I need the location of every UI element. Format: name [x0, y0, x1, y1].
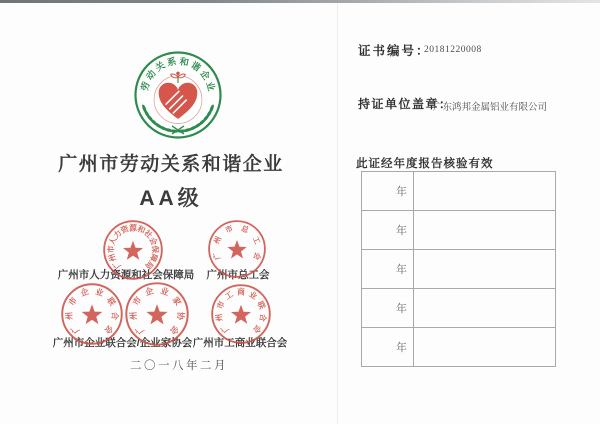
svg-text:劳: 劳 — [139, 80, 152, 93]
svg-text:广: 广 — [133, 323, 146, 336]
svg-text:广: 广 — [69, 323, 82, 336]
annual-verification-title: 此证经年度报告核验有效 — [356, 158, 494, 170]
holder-company-name: 广东鸿邦金属铝业有限公司 — [433, 103, 548, 113]
svg-text:企: 企 — [79, 286, 90, 299]
scan-top-edge — [0, 0, 600, 3]
svg-text:广: 广 — [211, 251, 223, 262]
cert-number-value: 20181220008 — [424, 45, 482, 55]
svg-text:协: 协 — [175, 311, 186, 321]
org-label-enterprise-confederation: 广州市企业联合会/企业家协会 — [52, 337, 193, 349]
year-cell: 年 — [362, 328, 414, 366]
blank-cell — [414, 211, 555, 249]
svg-text:联: 联 — [105, 295, 117, 308]
seal-federation-of-trade-unions-icon — [207, 219, 267, 279]
svg-text:会: 会 — [251, 251, 263, 262]
svg-text:系: 系 — [166, 56, 178, 68]
table-row — [362, 210, 555, 249]
svg-text:社: 社 — [142, 228, 155, 241]
svg-text:市: 市 — [131, 295, 144, 308]
svg-text:障: 障 — [148, 252, 160, 263]
svg-text:市: 市 — [106, 245, 116, 254]
svg-text:和: 和 — [178, 56, 190, 68]
certificate-grade: AA级 — [139, 187, 203, 210]
svg-text:力: 力 — [111, 228, 124, 241]
issue-date: 二〇一八年二月 — [130, 360, 228, 372]
blank-cell — [414, 328, 555, 366]
year-cell: 年 — [362, 250, 414, 288]
svg-text:业: 业 — [204, 80, 217, 93]
svg-text:会: 会 — [102, 323, 115, 336]
year-cell: 年 — [362, 172, 414, 210]
svg-text:市: 市 — [67, 295, 79, 308]
svg-text:企: 企 — [144, 286, 155, 298]
svg-text:和: 和 — [135, 223, 147, 236]
svg-text:会: 会 — [168, 323, 181, 336]
seal-entrepreneurs-association-icon — [124, 281, 190, 347]
svg-text:会: 会 — [147, 235, 159, 247]
svg-text:保: 保 — [150, 245, 160, 254]
cert-number-label: 证书编号： — [358, 44, 431, 58]
svg-text:州: 州 — [211, 234, 224, 246]
org-label-federation-of-industry-commerce: 广州市工商业联合会 — [192, 337, 288, 349]
table-row — [362, 249, 555, 288]
blank-cell — [414, 289, 555, 327]
table-row — [362, 327, 555, 366]
svg-text:业: 业 — [94, 286, 105, 299]
svg-text:合: 合 — [109, 311, 120, 321]
svg-text:资: 资 — [119, 223, 131, 236]
harmonious-enterprise-logo-icon — [132, 49, 224, 141]
org-label-federation-of-trade-unions: 广州市总工会 — [206, 269, 270, 281]
table-row — [362, 172, 555, 210]
svg-text:人: 人 — [107, 235, 119, 247]
svg-text:商: 商 — [237, 287, 245, 297]
svg-text:源: 源 — [129, 223, 137, 233]
svg-text:总: 总 — [239, 223, 251, 235]
year-cell: 年 — [362, 289, 414, 327]
svg-text:工: 工 — [223, 289, 235, 302]
svg-text:广: 广 — [110, 258, 123, 271]
svg-text:动: 动 — [144, 68, 158, 82]
svg-text:工: 工 — [250, 234, 263, 246]
center-fold-line — [337, 3, 338, 424]
svg-text:会: 会 — [251, 322, 264, 335]
year-cell: 年 — [362, 211, 414, 249]
seal-federation-of-industry-commerce-icon — [210, 283, 272, 345]
blank-cell — [414, 172, 555, 210]
svg-text:家: 家 — [170, 295, 183, 308]
certificate-title: 广州市劳动关系和谐企业 — [58, 154, 284, 175]
svg-text:企: 企 — [198, 68, 212, 82]
org-label-human-resources-bureau: 广州市人力资源和社会保障局 — [57, 269, 195, 281]
svg-text:业: 业 — [247, 289, 259, 302]
svg-text:州: 州 — [128, 311, 139, 321]
seal-enterprise-confederation-icon — [60, 282, 124, 346]
svg-text:业: 业 — [159, 286, 170, 298]
svg-text:关: 关 — [153, 59, 167, 74]
holder-seal-label: 持证单位盖章： — [358, 97, 453, 111]
svg-text:州: 州 — [106, 252, 118, 263]
svg-text:联: 联 — [255, 299, 267, 311]
annual-verification-table — [361, 171, 556, 367]
svg-text:局: 局 — [143, 258, 156, 271]
svg-text:谐: 谐 — [189, 59, 203, 74]
svg-text:广: 广 — [218, 322, 231, 335]
table-row — [362, 288, 555, 327]
svg-text:市: 市 — [223, 223, 235, 235]
seal-human-resources-bureau-icon — [102, 219, 164, 281]
svg-text:州: 州 — [214, 313, 225, 323]
svg-text:合: 合 — [257, 313, 268, 323]
svg-text:市: 市 — [215, 299, 227, 311]
blank-cell — [414, 250, 555, 288]
svg-text:州: 州 — [64, 311, 75, 321]
